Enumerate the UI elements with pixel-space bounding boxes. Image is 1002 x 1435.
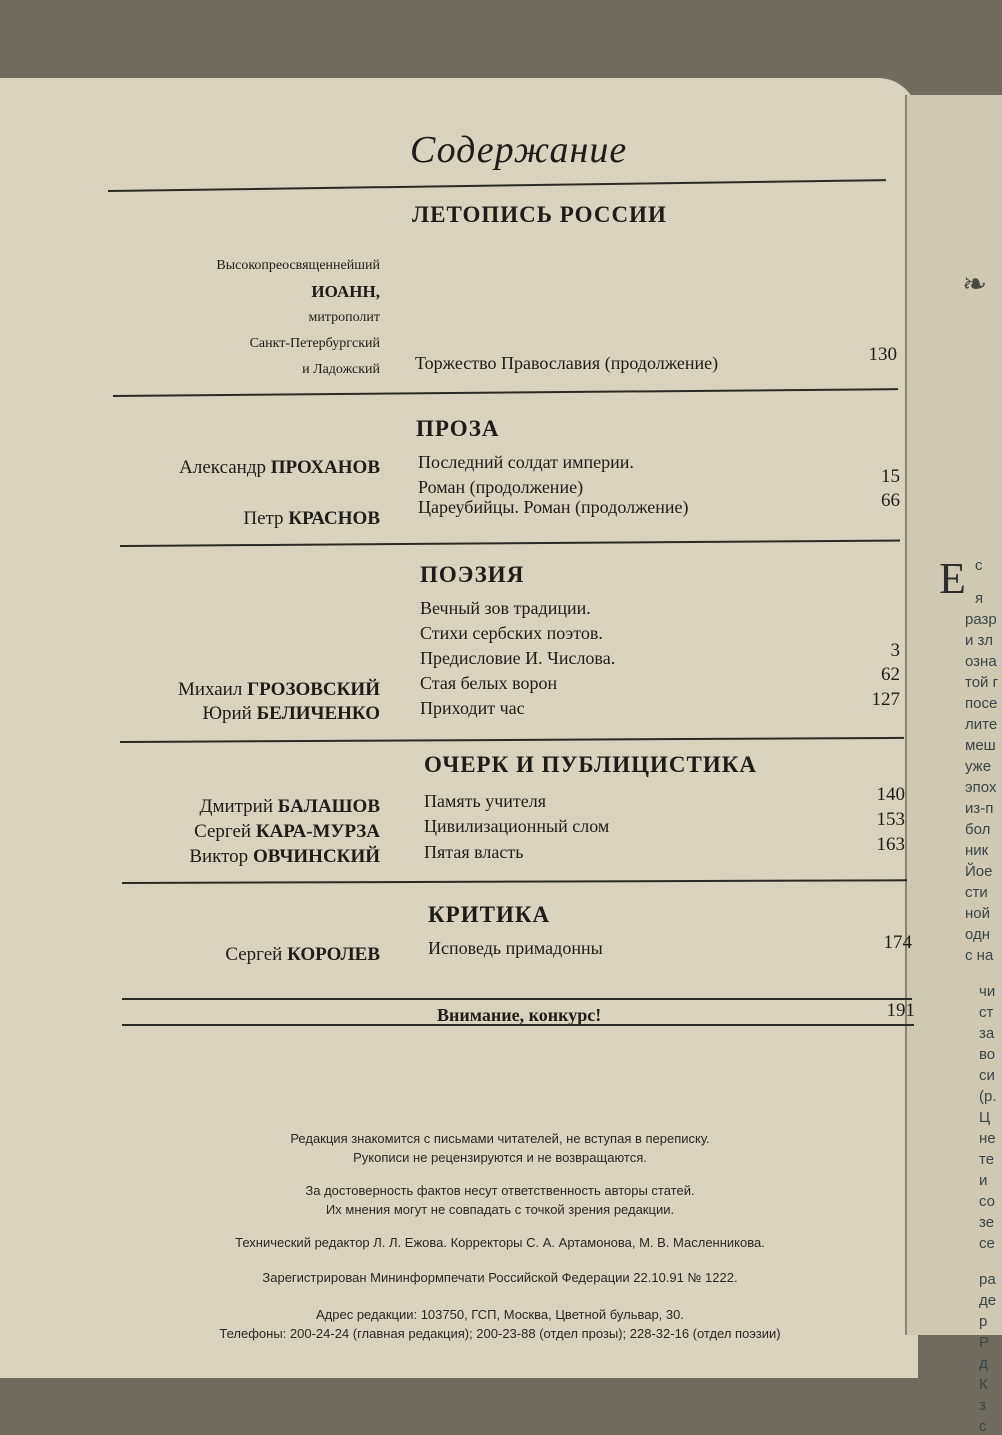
adjacent-page-text-fragment: озна: [965, 653, 997, 670]
editors-credit: Технический редактор Л. Л. Ежова. Корректоры С. А. Артамонова, М. В. Масленникова.: [235, 1235, 765, 1250]
adjacent-page-text-fragment: ст: [979, 1004, 994, 1021]
adjacent-page-text-fragment: за: [979, 1025, 995, 1042]
page-number: 3: [890, 640, 900, 661]
adjacent-page-text-fragment: Йое: [965, 863, 993, 880]
adjacent-page-text-fragment: чи: [979, 983, 996, 1000]
adjacent-page-text-fragment: разр: [965, 611, 997, 628]
page-title: Содержание: [410, 129, 628, 171]
work-title: Торжество Православия (продолжение): [415, 353, 719, 373]
section-rule: [122, 1024, 914, 1026]
page-number: 174: [883, 932, 912, 953]
adjacent-page-text-fragment: зе: [979, 1214, 995, 1231]
adjacent-page-text-fragment: д: [979, 1355, 988, 1372]
adjacent-page-text-fragment: Р: [979, 1334, 990, 1351]
work-title: Стихи сербских поэтов.: [420, 623, 603, 643]
author-name: Александр ПРОХАНОВ: [179, 457, 380, 478]
work-title: Цареубийцы. Роман (продолжение): [418, 497, 689, 517]
editorial-notice: Редакция знакомится с письмами читателей, не вступая в переписку. Рукописи не рецензируются и не возвращаются.: [290, 1131, 710, 1165]
section-rule: [122, 998, 912, 1000]
adjacent-page-text-fragment: эпох: [965, 779, 997, 796]
adjacent-page-text-fragment: (р.: [979, 1088, 997, 1105]
work-title: Исповедь примадонны: [428, 938, 603, 958]
adjacent-page-text-fragment: со: [979, 1193, 996, 1210]
work-title: Последний солдат империи.: [418, 452, 634, 472]
work-title: Пятая власть: [424, 842, 524, 862]
registration-line: Зарегистрирован Мининформпечати Российской Федерации 22.10.91 № 1222.: [262, 1270, 738, 1285]
author-name: Сергей КАРА-МУРЗА: [194, 821, 380, 842]
author-bishop: Высокопреосвященнейший ИОАНН, митрополит Санкт-Петербургский и Ладожский: [216, 258, 380, 377]
adjacent-page: [905, 95, 1002, 1435]
adjacent-page-text-fragment: си: [979, 1067, 995, 1084]
section-heading-prose: ПРОЗА: [416, 416, 500, 441]
work-title: Предисловие И. Числова.: [420, 648, 616, 668]
work-title: Цивилизационный слом: [424, 816, 610, 836]
adjacent-page-text-fragment: ной: [965, 905, 991, 922]
author-name: Сергей КОРОЛЕВ: [225, 944, 380, 965]
section-heading-chronicle: ЛЕТОПИСЬ РОССИИ: [412, 202, 667, 227]
work-title: Роман (продолжение): [418, 477, 584, 497]
adjacent-page-text-fragment: меш: [965, 737, 996, 754]
adjacent-page-text-fragment: с: [979, 1418, 987, 1435]
page-number: 66: [881, 490, 900, 511]
adjacent-page-text-fragment: уже: [965, 758, 992, 775]
adjacent-page-text-fragment: посе: [965, 695, 998, 712]
author-name: Михаил ГРОЗОВСКИЙ: [177, 679, 380, 700]
adjacent-page-text-fragment: ник: [965, 842, 989, 859]
flourish-ornament-icon: ❧: [962, 268, 988, 301]
adjacent-page-text-fragment: де: [979, 1292, 997, 1309]
work-title: Вечный зов традиции.: [420, 598, 591, 618]
adjacent-page-text-fragment: ра: [979, 1271, 996, 1288]
adjacent-page-text-fragment: из-п: [965, 800, 994, 817]
adjacent-page-text-fragment: те: [979, 1151, 995, 1168]
work-title: Память учителя: [424, 791, 547, 811]
adjacent-page-text-fragment: во: [979, 1046, 996, 1063]
page-number: 191: [886, 1000, 915, 1021]
adjacent-page-text-fragment: с: [975, 557, 983, 574]
adjacent-page-text-fragment: К: [979, 1376, 988, 1393]
adjacent-page-text-fragment: одн: [965, 926, 991, 943]
adjacent-page-text-fragment: Ц: [979, 1109, 991, 1126]
responsibility-notice: За достоверность фактов несут ответственность авторы статей. Их мнения могут не совпадать с точкой зрения редакции.: [305, 1183, 695, 1217]
adjacent-page-text-fragment: я: [975, 590, 984, 607]
author-name: Петр КРАСНОВ: [243, 508, 380, 529]
author-name: Дмитрий БАЛАШОВ: [199, 796, 380, 817]
adjacent-page-text-fragment: р: [979, 1313, 988, 1330]
page-number: 62: [881, 664, 900, 685]
page-number: 130: [868, 344, 897, 365]
adjacent-page-text-fragment: бол: [965, 821, 991, 838]
page-number: 153: [876, 809, 905, 830]
adjacent-page-text-fragment: с на: [965, 947, 994, 964]
adjacent-page-text-fragment: лите: [965, 716, 998, 733]
phones-line: Телефоны: 200-24-24 (главная редакция); 200-23-88 (отдел прозы); 228-32-16 (отдел поэзии): [219, 1326, 781, 1341]
contest-notice: Внимание, конкурс!: [437, 1005, 602, 1025]
drop-cap: Е: [939, 554, 966, 603]
adjacent-page-text-fragment: и зл: [965, 632, 994, 649]
page-number: 15: [881, 466, 900, 487]
work-title: Приходит час: [420, 698, 525, 718]
adjacent-page-text-fragment: сти: [965, 884, 988, 901]
page-number: 163: [876, 834, 905, 855]
page-number: 127: [871, 689, 900, 710]
adjacent-page-text-fragment: не: [979, 1130, 996, 1147]
page-number: 140: [876, 784, 905, 805]
address-line: Адрес редакции: 103750, ГСП, Москва, Цветной бульвар, 30.: [316, 1307, 684, 1322]
adjacent-page-text-fragment: и: [979, 1172, 988, 1189]
adjacent-page-text-fragment: той г: [965, 674, 999, 691]
section-heading-criticism: КРИТИКА: [428, 902, 551, 927]
section-heading-essays: ОЧЕРК И ПУБЛИЦИСТИКА: [424, 752, 757, 777]
adjacent-page-text-fragment: з: [979, 1397, 986, 1414]
author-name: Юрий БЕЛИЧЕНКО: [202, 703, 380, 724]
work-title: Стая белых ворон: [420, 673, 558, 693]
adjacent-page-text-fragment: се: [979, 1235, 995, 1252]
section-heading-poetry: ПОЭЗИЯ: [420, 562, 525, 587]
author-name: Виктор ОВЧИНСКИЙ: [189, 846, 380, 867]
